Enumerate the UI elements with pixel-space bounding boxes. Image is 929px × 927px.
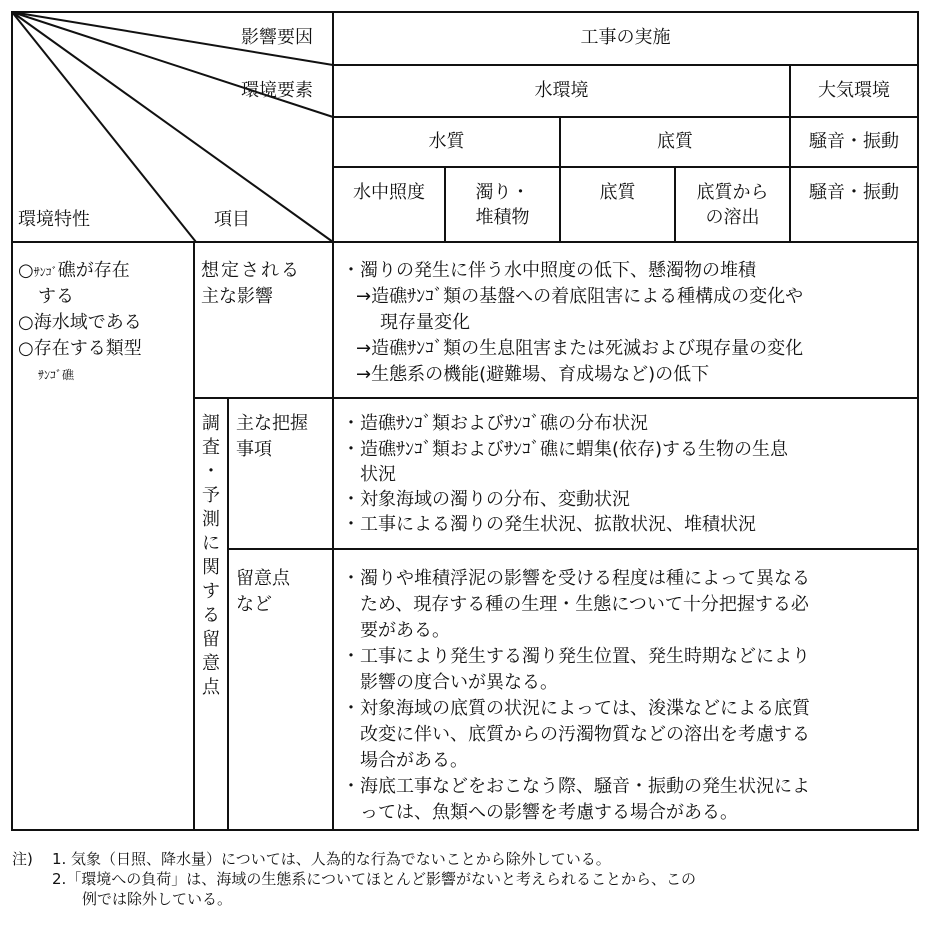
survey-vertical-label [199, 412, 223, 700]
notes-line: ・濁りや堆積浮泥の影響を受ける程度は種によって異なる [342, 568, 810, 589]
col-turbid-deposit-1: 濁り・ [475, 182, 530, 203]
characteristic-type-coral: ｻﾝｺﾞ礁 [38, 368, 75, 382]
impacts-line: ・濁りの発生に伴う水中照度の低下、懸濁物の堆積 [342, 260, 756, 281]
water-quality-header: 水質 [428, 131, 465, 152]
notes-label-2: など [236, 594, 272, 615]
vchar: 査 [202, 437, 220, 458]
vchar: 意 [202, 653, 220, 674]
characteristic-line-2: する [38, 286, 74, 307]
col-noise: 騒音・振動 [809, 182, 899, 203]
impacts-line: →造礁ｻﾝｺﾞ類の生息阻害または死滅および現存量の変化 [356, 338, 804, 359]
notes-line: 改変に伴い、底質からの汚濁物質などの溶出を考慮する [360, 724, 810, 745]
impacts-label-2: 主な影響 [201, 286, 273, 307]
notes-line: ・工事により発生する濁り発生位置、発生時期などにより [342, 646, 810, 667]
footnote-1 [12, 849, 696, 869]
vchar: す [202, 581, 220, 602]
notes-line: 要がある。 [360, 620, 450, 641]
col-turbid-deposit-2: 堆積物 [475, 207, 530, 228]
characteristic-type: ○存在する類型 [18, 338, 142, 359]
water-env-header: 水環境 [534, 80, 589, 101]
main-items-line: 状況 [360, 464, 396, 485]
footnote-2-cont: 例では除外している。 [82, 890, 233, 908]
circle-mark: ○ [18, 260, 34, 281]
vchar: 関 [202, 557, 220, 578]
impacts-line: →造礁ｻﾝｺﾞ類の基盤への着底阻害による種構成の変化や [356, 286, 804, 307]
env-characteristic-label: 環境特性 [18, 209, 90, 230]
main-items-line: ・造礁ｻﾝｺﾞ類およびｻﾝｺﾞ礁に蝟集(依存)する生物の生息 [342, 439, 789, 460]
characteristic-coral-reef [18, 259, 130, 284]
impacts-label-1: 想定される [201, 260, 301, 281]
col-sediment-quality: 底質 [599, 182, 636, 203]
vchar: に [202, 533, 220, 554]
notes-line: ・海底工事などをおこなう際、騒音・振動の発生状況によ [342, 776, 810, 797]
main-items-label-2: 事項 [236, 439, 272, 460]
air-env-header: 大気環境 [818, 80, 890, 101]
env-element-label: 環境要素 [241, 80, 313, 101]
notes-line: 影響の度合いが異なる。 [360, 672, 558, 693]
notes-line: ため、現存する種の生理・生態について十分把握する必 [360, 594, 809, 615]
main-items-label-1: 主な把握 [236, 413, 308, 434]
footnote-2: 2.「環境への負荷」は、海域の生態系についてほとんど影響がないと考えられることから、この [52, 870, 697, 888]
notes-label-1: 留意点 [236, 568, 290, 589]
main-items-line: ・対象海域の濁りの分布、変動状況 [342, 489, 630, 510]
notes-line: ・対象海域の底質の状況によっては、浚渫などによる底質 [342, 698, 810, 719]
coral-katakana: ｻﾝｺﾞ [33, 265, 58, 279]
item-label: 項目 [214, 209, 250, 230]
main-items-line: ・造礁ｻﾝｺﾞ類およびｻﾝｺﾞ礁の分布状況 [342, 413, 648, 434]
notes-line: っては、魚類への影響を考慮する場合がある。 [360, 802, 738, 823]
impacts-line: →生態系の機能(避難場、育成場など)の低下 [356, 364, 710, 385]
impact-factor-value: 工事の実施 [580, 27, 671, 48]
noise-vibration-header: 騒音・振動 [809, 131, 899, 152]
vchar: る [202, 605, 220, 626]
coral-reef-text: 礁が存在 [57, 260, 130, 281]
col-dissolution-1: 底質から [696, 182, 769, 203]
vchar: ・ [202, 461, 220, 482]
characteristic-sea-area: ○海水域である [18, 312, 142, 333]
vchar: 測 [202, 509, 220, 530]
footnote-prefix: 注) [12, 850, 33, 868]
footnotes [12, 849, 696, 909]
vchar: 調 [202, 413, 220, 434]
vchar: 留 [202, 629, 220, 650]
impact-factor-label: 影響要因 [241, 27, 313, 48]
sediment-header: 底質 [657, 131, 693, 152]
vchar: 予 [202, 485, 220, 506]
col-turbidity-light: 水中照度 [353, 182, 425, 203]
footnote-text: 1. 気象（日照、降水量）については、人為的な行為でないことから除外している。 [51, 850, 611, 868]
notes-line: 場合がある。 [360, 750, 468, 771]
impacts-line: 現存量変化 [380, 312, 470, 333]
vchar: 点 [202, 677, 220, 698]
col-dissolution-2: の溶出 [705, 207, 760, 228]
main-items-line: ・工事による濁りの発生状況、拡散状況、堆積状況 [342, 514, 756, 535]
